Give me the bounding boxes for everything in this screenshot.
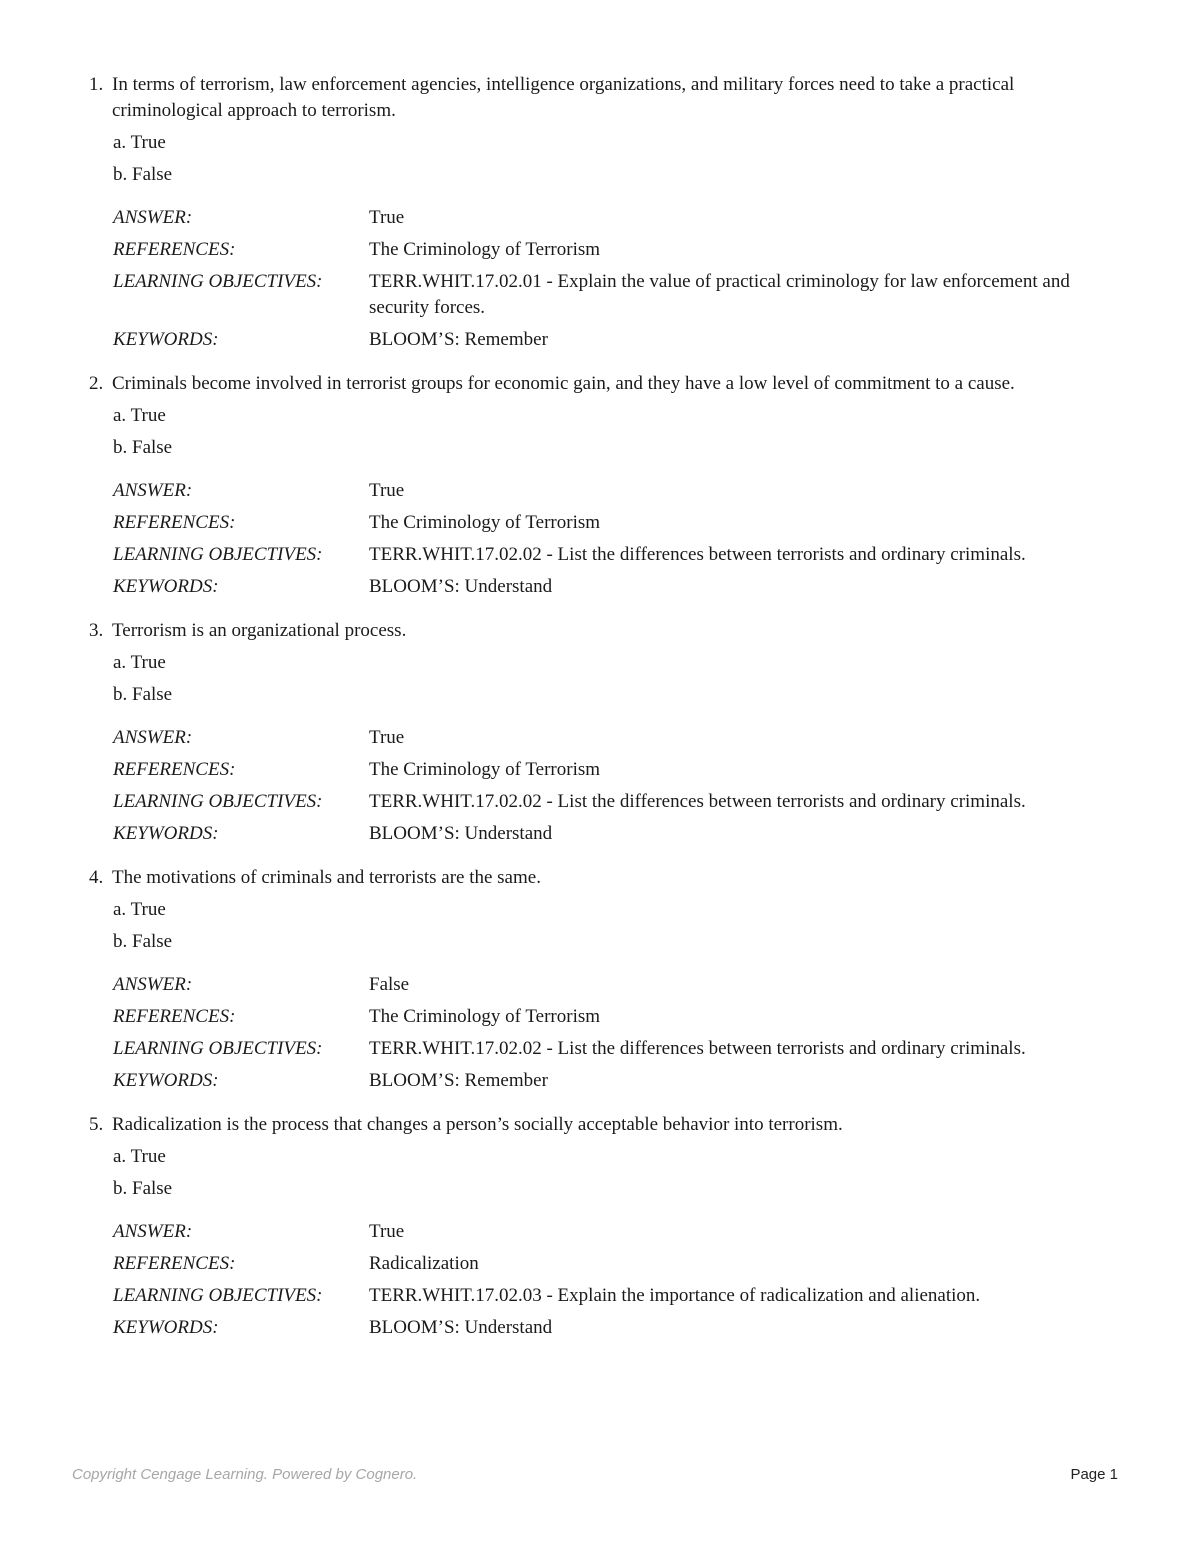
question-stem xyxy=(89,72,1129,124)
option-false: b. False xyxy=(113,931,173,952)
option-false: b. False xyxy=(113,1178,173,1199)
option-false: b. False xyxy=(113,437,173,458)
question-stem xyxy=(89,865,1129,891)
learning-objectives-row xyxy=(113,1283,1129,1309)
learning-objectives-label: LEARNING OBJECTIVES: xyxy=(113,791,323,812)
option-true: a. True xyxy=(113,405,166,426)
question-number: 2. xyxy=(89,373,104,394)
learning-objectives-value: TERR.WHIT.17.02.02 - List the differences between terrorists and ordinary criminals. xyxy=(369,544,1026,565)
answer-row xyxy=(113,478,1129,504)
question-metadata xyxy=(113,725,1129,847)
option-true: a. True xyxy=(113,1146,166,1167)
question-number: 1. xyxy=(89,74,104,95)
learning-objectives-row xyxy=(113,542,1129,568)
answer-value: True xyxy=(369,1221,405,1242)
question-number: 4. xyxy=(89,867,104,888)
references-value: The Criminology of Terrorism xyxy=(369,512,601,533)
references-row xyxy=(113,1004,1129,1030)
option-true: a. True xyxy=(113,652,166,673)
answer-value: True xyxy=(369,480,405,501)
references-value: The Criminology of Terrorism xyxy=(369,239,601,260)
question-number: 3. xyxy=(89,620,104,641)
learning-objectives-label: LEARNING OBJECTIVES: xyxy=(113,271,323,292)
page-number: Page 1 xyxy=(1070,1466,1118,1483)
keywords-row xyxy=(113,821,1129,847)
keywords-label: KEYWORDS: xyxy=(113,329,219,350)
option-true: a. True xyxy=(113,899,166,920)
keywords-label: KEYWORDS: xyxy=(113,576,219,597)
question-stem xyxy=(89,618,1129,644)
keywords-value: BLOOM’S: Understand xyxy=(369,1317,553,1338)
keywords-value: BLOOM’S: Understand xyxy=(369,576,553,597)
keywords-value: BLOOM’S: Remember xyxy=(369,1070,548,1091)
learning-objectives-value: TERR.WHIT.17.02.02 - List the differences between terrorists and ordinary criminals. xyxy=(369,1038,1026,1059)
answer-label: ANSWER: xyxy=(113,1221,193,1242)
answer-row xyxy=(113,972,1129,998)
keywords-label: KEYWORDS: xyxy=(113,1317,219,1338)
answer-value: False xyxy=(369,974,410,995)
question-text: Criminals become involved in terrorist groups for economic gain, and they have a low level of commitment to a cause. xyxy=(112,373,1015,394)
answer-label: ANSWER: xyxy=(113,974,193,995)
page-footer xyxy=(72,1466,1118,1483)
keywords-row xyxy=(113,574,1129,600)
answer-row xyxy=(113,725,1129,751)
references-label: REFERENCES: xyxy=(113,239,236,260)
question-text: Radicalization is the process that changes a person’s socially acceptable behavior into terrorism. xyxy=(112,1114,843,1135)
learning-objectives-row xyxy=(113,789,1129,815)
learning-objectives-value: TERR.WHIT.17.02.01 - Explain the value of practical criminology for law enforcement and security forces. xyxy=(369,271,1070,318)
question-text: In terms of terrorism, law enforcement agencies, intelligence organizations, and military forces need to take a practical criminological approach to terrorism. xyxy=(112,74,1015,121)
references-row xyxy=(113,757,1129,783)
references-value: The Criminology of Terrorism xyxy=(369,759,601,780)
answer-options xyxy=(113,894,1129,958)
answer-value: True xyxy=(369,727,405,748)
question-item xyxy=(89,865,1129,1094)
references-label: REFERENCES: xyxy=(113,759,236,780)
learning-objectives-label: LEARNING OBJECTIVES: xyxy=(113,1038,323,1059)
question-text: The motivations of criminals and terrorists are the same. xyxy=(112,867,541,888)
answer-row xyxy=(113,1219,1129,1245)
answer-options xyxy=(113,127,1129,191)
keywords-row xyxy=(113,1315,1129,1341)
question-metadata xyxy=(113,972,1129,1094)
keywords-label: KEYWORDS: xyxy=(113,823,219,844)
learning-objectives-value: TERR.WHIT.17.02.02 - List the differences between terrorists and ordinary criminals. xyxy=(369,791,1026,812)
keywords-value: BLOOM’S: Remember xyxy=(369,329,548,350)
references-value: The Criminology of Terrorism xyxy=(369,1006,601,1027)
question-list xyxy=(89,72,1129,1359)
references-value: Radicalization xyxy=(369,1253,479,1274)
question-stem xyxy=(89,371,1129,397)
question-text: Terrorism is an organizational process. xyxy=(112,620,407,641)
answer-options xyxy=(113,647,1129,711)
learning-objectives-label: LEARNING OBJECTIVES: xyxy=(113,544,323,565)
answer-label: ANSWER: xyxy=(113,207,193,228)
question-item xyxy=(89,618,1129,847)
references-label: REFERENCES: xyxy=(113,1006,236,1027)
references-label: REFERENCES: xyxy=(113,1253,236,1274)
answer-value: True xyxy=(369,207,405,228)
references-label: REFERENCES: xyxy=(113,512,236,533)
option-false: b. False xyxy=(113,684,173,705)
question-item xyxy=(89,371,1129,600)
learning-objectives-label: LEARNING OBJECTIVES: xyxy=(113,1285,323,1306)
option-false: b. False xyxy=(113,164,173,185)
question-stem xyxy=(89,1112,1129,1138)
references-row xyxy=(113,1251,1129,1277)
question-metadata xyxy=(113,1219,1129,1341)
answer-options xyxy=(113,1141,1129,1205)
references-row xyxy=(113,237,1129,263)
answer-label: ANSWER: xyxy=(113,727,193,748)
answer-options xyxy=(113,400,1129,464)
question-metadata xyxy=(113,205,1129,353)
question-metadata xyxy=(113,478,1129,600)
question-item xyxy=(89,1112,1129,1341)
question-number: 5. xyxy=(89,1114,104,1135)
learning-objectives-row xyxy=(113,1036,1129,1062)
keywords-row xyxy=(113,1068,1129,1094)
option-true: a. True xyxy=(113,132,166,153)
references-row xyxy=(113,510,1129,536)
answer-label: ANSWER: xyxy=(113,480,193,501)
keywords-row xyxy=(113,327,1129,353)
copyright-text: Copyright Cengage Learning. Powered by Cognero. xyxy=(72,1466,418,1483)
answer-row xyxy=(113,205,1129,231)
keywords-label: KEYWORDS: xyxy=(113,1070,219,1091)
keywords-value: BLOOM’S: Understand xyxy=(369,823,553,844)
learning-objectives-value: TERR.WHIT.17.02.03 - Explain the importance of radicalization and alienation. xyxy=(369,1285,981,1306)
question-item xyxy=(89,72,1129,353)
learning-objectives-row xyxy=(113,269,1129,321)
